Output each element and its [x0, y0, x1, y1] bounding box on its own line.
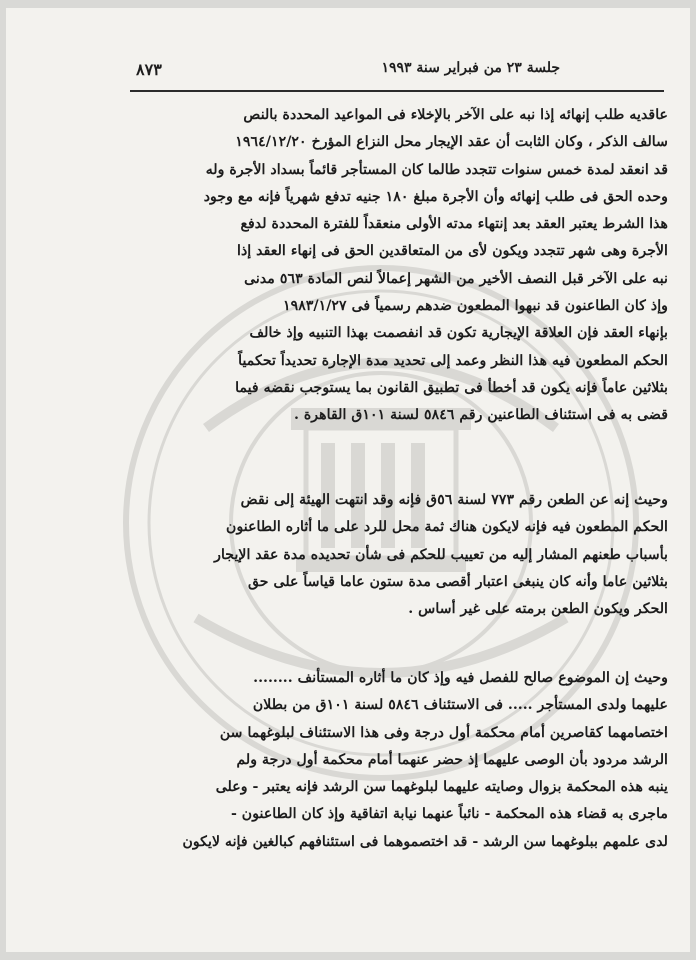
paragraph-3: [106, 665, 668, 856]
text-line: لدى علمهم ببلوغهما سن الرشد - قد اختصموهما فى استئنافهم كبالغين فإنه لايكون: [182, 833, 668, 850]
text-line: وحده الحق فى طلب إنهائه وأن الأجرة مبلغ ١٨٠ جنيه تدفع شهرياً فإنه مع وجود: [203, 188, 668, 205]
text-line: عليهما ولدى المستأجر ..... فى الاستئناف ٥٨٤٦ لسنة ١٠١ق من بطلان: [252, 697, 668, 714]
text-line: الحكم المطعون فيه فإنه لايكون هناك ثمة محل للرد على ما أثاره الطاعنون: [226, 519, 668, 536]
text-line: بثلاثين عاما وأنه كان ينبغى اعتبار أقصى مدة ستون عاما قياساً على حق: [247, 573, 668, 590]
text-line: وإذ كان الطاعنون قد نبهوا المطعون ضدهم رسمياً فى ١٩٨٣/١/٢٧: [282, 298, 668, 315]
page-number: ٨٧٣: [136, 60, 162, 79]
page-header: [130, 60, 664, 86]
text-line: نبه على الآخر قبل النصف الأخير من الشهر إعمالاً لنص المادة ٥٦٣ مدنى: [244, 270, 668, 287]
text-line: سالف الذكر ، وكان الثابت أن عقد الإيجار محل النزاع المؤرخ ١٩٦٤/١٢/٢٠: [235, 134, 668, 151]
text-line: هذا الشرط يعتبر العقد بعد إنتهاء مدته الأولى منعقداً للفترة المحددة لدفع: [240, 216, 668, 233]
text-line: وحيث إن الموضوع صالح للفصل فيه وإذ كان ما أثاره المستأنف ........: [253, 670, 668, 686]
text-line: قد انعقد لمدة خمس سنوات تتجدد طالما كان المستأجر قائماً بسداد الأجرة وله: [205, 161, 668, 178]
text-line: الأجرة وهى شهر تتجدد ويكون لأى من المتعاقدين الحق فى إنهاء العقد إذا: [237, 243, 668, 260]
text-line: الحكم المطعون فيه هذا النظر وعمد إلى تحديد مدة الإجارة تحديداً تحكمياً: [238, 352, 668, 369]
text-line: الحكر ويكون الطعن برمته على غير أساس .: [408, 601, 668, 618]
text-line: عاقديه طلب إنهائه إذا نبه على الآخر بالإخلاء فى المواعيد المحددة بالنص: [243, 107, 668, 123]
paragraph-1: [106, 102, 668, 430]
text-line: قضى به فى استئناف الطاعنين رقم ٥٨٤٦ لسنة ١٠١ق القاهرة .: [294, 407, 668, 424]
document-page: [6, 8, 690, 952]
text-line: اختصامهما كقاصرين أمام محكمة أول درجة وفى هذا الاستئناف لبلوغهما سن: [219, 724, 668, 741]
text-line: ينبه هذه المحكمة بزوال وصايته عليهما لبلوغهما سن الرشد فإنه يعتبر - وعلى: [215, 779, 668, 796]
text-line: بثلاثين عاماً فإنه يكون قد أخطأ فى تطبيق القانون بما يستوجب نقضه فيما: [235, 379, 668, 396]
text-line: وحيث إنه عن الطعن رقم ٧٧٣ لسنة ٥٦ق فإنه وقد انتهت الهيئة إلى نقض: [240, 492, 668, 508]
header-divider: [130, 90, 664, 92]
text-line: الرشد مردود بأن الوصى عليهما إذ حضر عنهما أمام محكمة أول درجة ولم: [236, 751, 668, 768]
text-line: بأسباب طعنهم المشار إليه من تعييب للحكم فى شأن تحديده مدة عقد الإيجار: [214, 546, 668, 563]
text-line: ماجرى به قضاء هذه المحكمة - نائباً عنهما نيابة اتفاقية وإذ كان الطاعنون -: [230, 806, 668, 823]
text-line: بإنهاء العقد فإن العلاقة الإيجارية تكون قد انفصمت بهذا التنبيه وإذ خالف: [249, 325, 668, 342]
paragraph-2: [106, 487, 668, 623]
session-date: جلسة ٢٣ من فبراير سنة ١٩٩٣: [381, 60, 560, 76]
